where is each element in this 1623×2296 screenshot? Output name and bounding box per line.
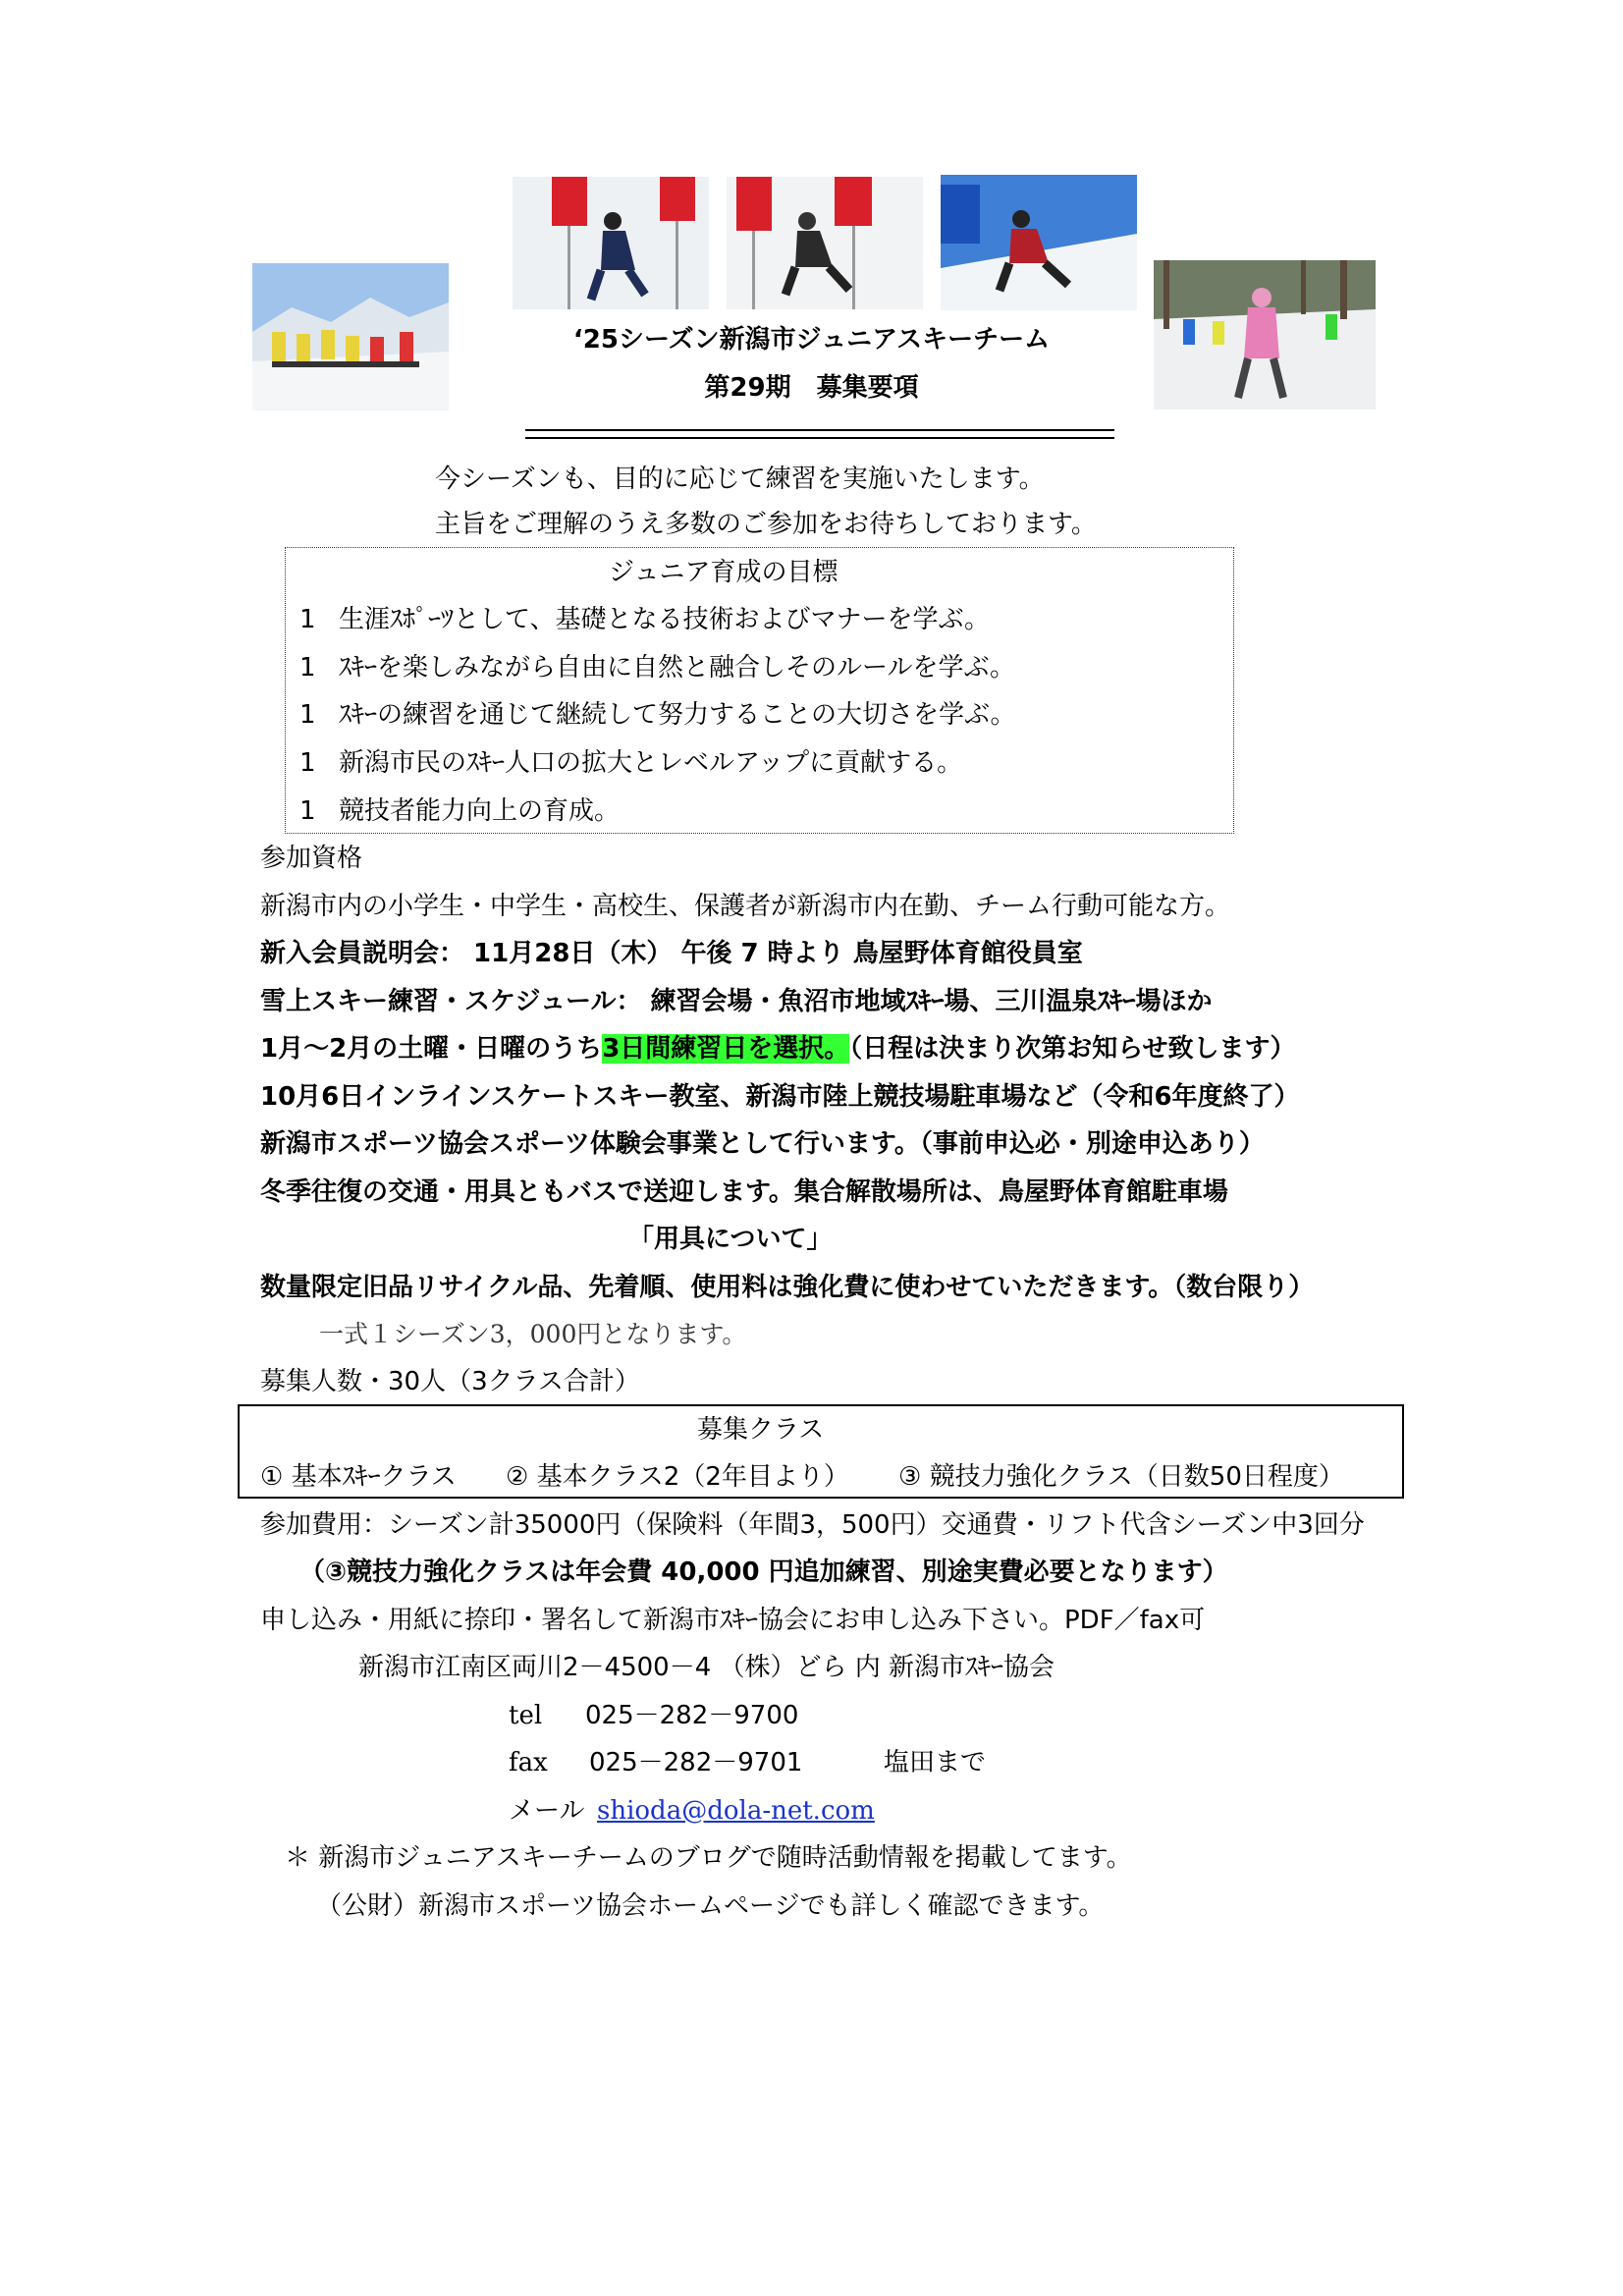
- fees-text: 参加費用：シーズン計35000円（保険料（年間3，500円）交通費・リフト代含シーズン中3回分: [260, 1510, 1365, 1540]
- tel-label: tel: [509, 1701, 543, 1730]
- goals-box: [285, 547, 1234, 834]
- eligibility-heading: 参加資格: [260, 844, 363, 873]
- association-info: 新潟市スポーツ協会スポーツ体験会事業として行います。（事前申込必・別途申込あり）: [260, 1129, 1265, 1159]
- mail-link[interactable]: shioda@dola-net.com: [597, 1796, 875, 1826]
- practice-days-info: 1月～2月の土曜・日曜のうち3日間練習日を選択。（日程は決まり次第お知らせ致します）: [260, 1034, 1296, 1064]
- page-title-line1: ‘25シーズン新潟市ジュニアスキーチーム: [572, 325, 1051, 355]
- photo-gate-skier-3: [941, 175, 1137, 310]
- page-title-line2: 第29期 募集要項: [704, 373, 919, 403]
- mail-label: メール: [509, 1796, 585, 1826]
- goal-item: 1 新潟市民のｽｷｰ人口の拡大とレベルアップに貢献する。: [299, 748, 963, 778]
- title-divider: [525, 429, 1114, 439]
- fees-note: （③競技力強化クラスは年会費 40,000 円追加練習、別途実費必要となります）: [299, 1558, 1228, 1587]
- goals-heading: ジュニア育成の目標: [609, 558, 839, 587]
- mail-row: [509, 1795, 875, 1827]
- capacity-text: 募集人数・30人（3クラス合計）: [260, 1367, 640, 1396]
- fax-row: [509, 1747, 986, 1778]
- intro-line-2: 主旨をご理解のうえ多数のご参加をお待ちしております。: [435, 510, 1097, 539]
- tel-row: [509, 1700, 798, 1731]
- transport-info: 冬季往復の交通・用具ともバスで送迎します。集合解散場所は、鳥屋野体育館駐車場: [260, 1177, 1228, 1207]
- equipment-text: 数量限定旧品リサイクル品、先着順、使用料は強化費に使わせていただきます。（数台限り）: [260, 1273, 1315, 1302]
- note-blog: ＊ 新潟市ジュニアスキーチームのブログで随時活動情報を掲載してます。: [285, 1843, 1132, 1873]
- class-item-basic-2: ② 基本クラス2（2年目より）: [506, 1462, 849, 1492]
- fax-contact: 塩田まで: [884, 1748, 987, 1777]
- schedule-info: 雪上スキー練習・スケジュール： 練習会場・魚沼市地域ｽｷｰ場、三川温泉ｽｷｰ場ほか: [260, 987, 1213, 1016]
- equipment-heading: 「用具について」: [628, 1225, 833, 1254]
- photo-gate-skier-2: [727, 177, 923, 309]
- application-address: 新潟市江南区両川2－4500－4 （株）どら 内 新潟市ｽｷｰ協会: [358, 1653, 1055, 1682]
- application-text: 申し込み・用紙に捺印・署名して新潟市ｽｷｰ協会にお申し込み下さい。PDF／fax可: [260, 1606, 1206, 1635]
- equipment-price: 一式１シーズン3，000円となります。: [319, 1320, 747, 1348]
- class-item-basic: ① 基本ｽｷｰクラス: [260, 1462, 457, 1492]
- note-website: （公財）新潟市スポーツ協会ホームページでも詳しく確認できます。: [316, 1891, 1105, 1921]
- highlighted-practice-days: 3日間練習日を選択。: [602, 1034, 850, 1064]
- eligibility-text: 新潟市内の小学生・中学生・高校生、保護者が新潟市内在勤、チーム行動可能な方。: [260, 892, 1231, 921]
- fax-label: fax: [509, 1748, 548, 1777]
- goal-item: 1 ｽｷｰを楽しみながら自由に自然と融合しそのルールを学ぶ。: [299, 653, 1016, 683]
- classes-heading: 募集クラス: [697, 1415, 825, 1445]
- goal-item: 1 競技者能力向上の育成。: [299, 796, 621, 826]
- goal-item: 1 生涯ｽﾎﾟｰﾂとして、基礎となる技術およびマナーを学ぶ。: [299, 605, 991, 634]
- inline-skate-info: 10月6日インラインスケートスキー教室、新潟市陸上競技場駐車場など（令和6年度終了）: [260, 1082, 1300, 1112]
- goal-item: 1 ｽｷｰの練習を通じて継続して努力することの大切さを学ぶ。: [299, 700, 1016, 730]
- fax-number: 025－282－9701: [589, 1748, 803, 1777]
- tel-number: 025－282－9700: [585, 1701, 799, 1730]
- briefing-info: 新入会員説明会： 11月28日（木） 午後 7 時より 鳥屋野体育館役員室: [260, 939, 1083, 968]
- photo-gate-skier-1: [513, 177, 709, 309]
- intro-line-1: 今シーズンも、目的に応じて練習を実施いたします。: [435, 465, 1045, 494]
- class-item-competitive: ③ 競技力強化クラス（日数50日程度）: [898, 1462, 1344, 1492]
